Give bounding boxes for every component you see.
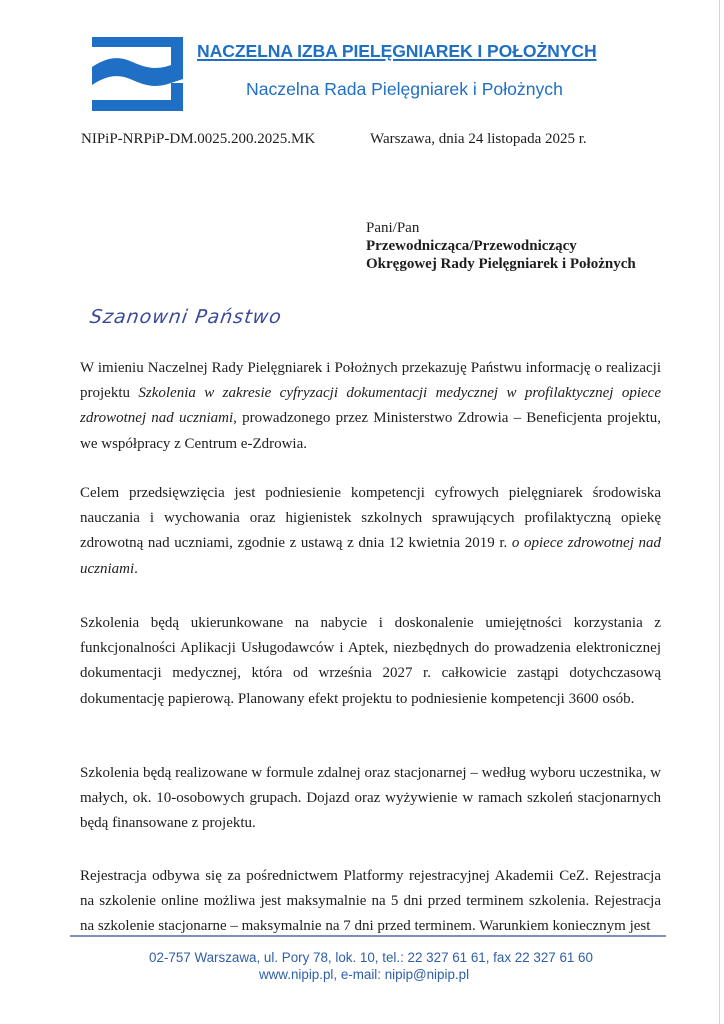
reference-number: NIPiP-NRPiP-DM.0025.200.2025.MK [81,131,316,147]
act-title-italic: o opiece zdrowotnej nad uczniami [80,535,661,577]
scan-page-edge [719,0,720,1024]
footer-divider [70,935,666,937]
addressee-block [366,219,636,273]
date-line: Warszawa, dnia 24 listopada 2025 r. [370,131,587,147]
footer-contact [0,949,724,983]
addressee-line-3: Okręgowej Rady Pielęgniarek i Położnych [366,256,636,272]
addressee-line-2: Przewodnicząca/Przewodniczący [366,238,577,254]
paragraph-5: Rejestracja odbywa się za pośrednictwem Platformy rejestracyjnej Akademii CeZ. Rejestracja na szkolenie online możliwa jest maksymalnie na 5 dni przed terminem szkolenia. Rejestracja na szkolenie stacjonarne – maksymalnie na 7 dni przed terminem. Warunkiem koniecznym jest [80,868,661,935]
paragraph-1-text-b: , prowadzonego przez Ministerstwo Zdrowia – Beneficjenta projektu, we współpracy z Centrum e-Zdrowia. [80,410,661,452]
organization-title: NACZELNA IZBA PIELĘGNIAREK I POŁOŻNYCH [197,41,597,61]
paragraph-1 [80,356,661,457]
footer-web-email-line: www.nipip.pl, e-mail: nipip@nipip.pl [258,967,470,982]
addressee-line-1: Pani/Pan [366,220,420,236]
project-title-italic: Szkolenia w zakresie cyfryzacji dokumentacji medycznej w profilaktycznej opiece zdrowotnej nad uczniami [80,385,661,427]
paragraph-2-text-b: . [134,560,138,577]
paragraph-1-text-a: W imieniu Naczelnej Rady Pielęgniarek i Położnych przekazuję Państwu informację o realizacji projektu [80,360,661,402]
footer-address-line: 02-757 Warszawa, ul. Pory 78, lok. 10, tel.: 22 327 61 61, fax 22 327 61 60 [149,950,593,965]
organization-subtitle: Naczelna Rada Pielęgniarek i Położnych [246,79,563,99]
paragraph-2 [80,481,661,582]
paragraph-4: Szkolenia będą realizowane w formule zdalnej oraz stacjonarnej – według wyboru uczestnika, w małych, ok. 10-osobowych grupach. Dojazd oraz wyżywienie w ramach szkoleń stacjonarnych będą finansowane z projektu. [80,765,661,832]
paragraph-2-text-a: Celem przedsięwzięcia jest podniesienie kompetencji cyfrowych pielęgniarek środowiska nauczania i wychowania oraz higienistek szkolnych sprawujących profilaktyczną opiekę zdrowotną nad uczniami, zgodnie z ustawą z dnia 12 kwietnia 2019 r. [80,485,661,552]
handwritten-salutation: Szanowni Państwo [88,306,284,328]
paragraph-3: Szkolenia będą ukierunkowane na nabycie i doskonalenie umiejętności korzystania z funkcjonalności Aplikacji Usługodawców i Aptek, niezbędnych do prowadzenia elektronicznej dokumentacji medycznej, która od września 2027 r. całkowicie zastąpi dotychczasową dokumentację papierową. Planowany efekt projektu to podniesienie kompetencji 3600 osób. [80,615,661,707]
wave-logo-icon [92,37,183,111]
